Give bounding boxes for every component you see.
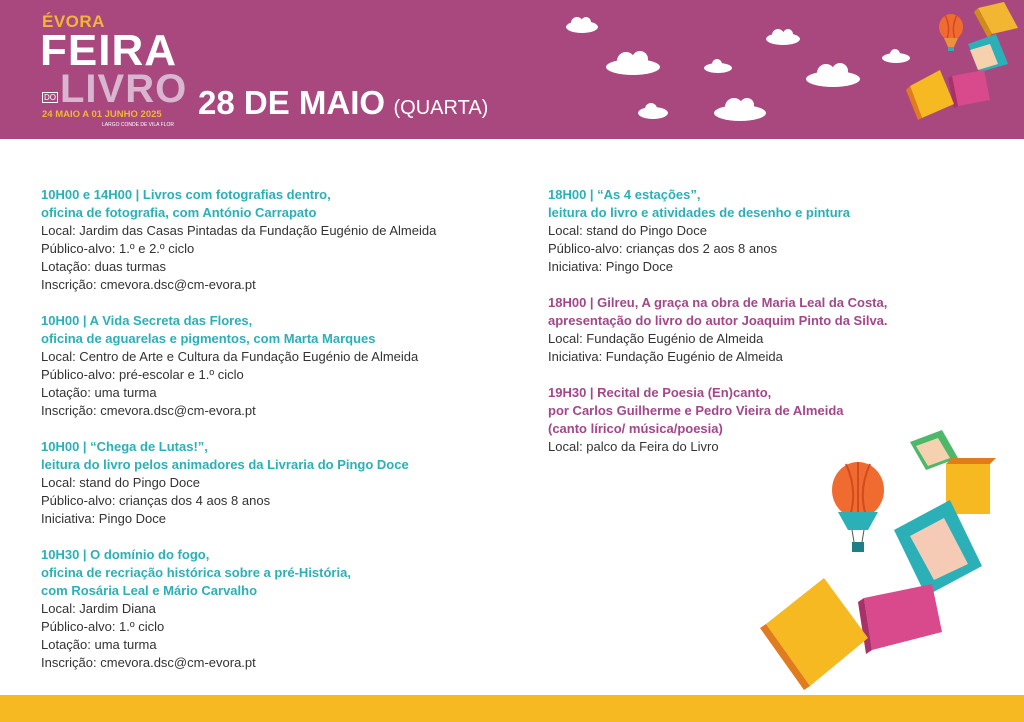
event-location: Local: stand do Pingo Doce — [548, 223, 707, 238]
logo-dates: 24 MAIO A 01 JUNHO 2025 — [42, 109, 162, 120]
event-item — [41, 186, 511, 294]
event-subtitle: (canto lírico/ música/poesia) — [548, 421, 723, 436]
event-subtitle: com Rosária Leal e Mário Carvalho — [41, 583, 258, 598]
book-icon — [858, 584, 942, 654]
event-title: 18H00 | “As 4 estações”, — [548, 187, 701, 202]
event-location: Local: Fundação Eugénio de Almeida — [548, 331, 764, 346]
book-icon — [946, 458, 996, 514]
book-icon — [906, 70, 954, 120]
event-subtitle: oficina de aguarelas e pigmentos, com Marta Marques — [41, 331, 376, 346]
event-title: 18H00 | Gilreu, A graça na obra de Maria Leal da Costa, — [548, 295, 888, 310]
event-capacity: Lotação: uma turma — [41, 637, 157, 652]
event-initiative: Iniciativa: Pingo Doce — [548, 259, 674, 274]
title-weekday: (QUARTA) — [393, 97, 489, 119]
event-location: Local: palco da Feira do Livro — [548, 439, 719, 454]
event-title: 10H00 e 14H00 | Livros com fotografias dentro, — [41, 187, 331, 202]
hot-air-balloon-icon — [832, 462, 884, 552]
event-subtitle: oficina de recriação histórica sobre a pré-História, — [41, 565, 351, 580]
event-audience: Público-alvo: crianças dos 2 aos 8 anos — [548, 241, 778, 256]
event-title: 10H30 | O domínio do fogo, — [41, 547, 210, 562]
book-icon — [760, 578, 868, 690]
cloud-icon — [702, 56, 734, 74]
cloud-icon — [604, 48, 662, 76]
logo-do: DO — [44, 93, 56, 102]
flying-books-illustration — [760, 428, 1000, 690]
event-item — [548, 294, 948, 366]
page-title — [198, 84, 488, 122]
event-item — [41, 312, 511, 420]
event-item — [41, 546, 511, 672]
book-icon — [948, 70, 990, 108]
event-initiative: Iniciativa: Fundação Eugénio de Almeida — [548, 349, 783, 364]
event-location: Local: Centro de Arte e Cultura da Fundação Eugénio de Almeida — [41, 349, 419, 364]
logo-livro: LIVRO — [60, 67, 188, 111]
event-initiative: Iniciativa: Pingo Doce — [41, 511, 167, 526]
event-location: Local: stand do Pingo Doce — [41, 475, 200, 490]
event-registration: Inscrição: cmevora.dsc@cm-evora.pt — [41, 655, 256, 670]
event-audience: Público-alvo: 1.º e 2.º ciclo — [41, 241, 195, 256]
event-subtitle: leitura do livro pelos animadores da Livraria do Pingo Doce — [41, 457, 409, 472]
event-title: 10H00 | “Chega de Lutas!”, — [41, 439, 208, 454]
footer-bar — [0, 695, 1024, 722]
cloud-icon — [712, 94, 768, 122]
header-banner — [0, 0, 1024, 139]
event-audience: Público-alvo: pré-escolar e 1.º ciclo — [41, 367, 244, 382]
logo-feira: FEIRA — [40, 26, 177, 75]
event-registration: Inscrição: cmevora.dsc@cm-evora.pt — [41, 403, 256, 418]
book-icon — [974, 2, 1018, 38]
book-icon — [968, 34, 1008, 72]
cloud-icon — [764, 26, 802, 46]
event-registration: Inscrição: cmevora.dsc@cm-evora.pt — [41, 277, 256, 292]
event-location: Local: Jardim das Casas Pintadas da Fundação Eugénio de Almeida — [41, 223, 437, 238]
event-subtitle: por Carlos Guilherme e Pedro Vieira de Almeida — [548, 403, 844, 418]
hot-air-balloon-icon — [939, 14, 963, 51]
event-item — [41, 438, 511, 528]
event-subtitle: oficina de fotografia, com António Carrapato — [41, 205, 317, 220]
logo-city: ÉVORA — [42, 12, 105, 31]
event-title: 10H00 | A Vida Secreta das Flores, — [41, 313, 253, 328]
title-date: 28 DE MAIO — [198, 84, 386, 121]
cloud-icon — [636, 100, 670, 120]
event-location: Local: Jardim Diana — [41, 601, 156, 616]
cloud-icon — [804, 60, 862, 88]
event-item — [548, 186, 948, 276]
event-title: 19H30 | Recital de Poesia (En)canto, — [548, 385, 772, 400]
events-column-left — [41, 186, 511, 690]
event-capacity: Lotação: uma turma — [41, 385, 157, 400]
book-icon — [894, 500, 982, 596]
logo-place: LARGO CONDE DE VILA FLOR — [102, 122, 174, 128]
cloud-icon — [564, 14, 600, 34]
event-subtitle: apresentação do livro do autor Joaquim Pinto da Silva. — [548, 313, 888, 328]
event-audience: Público-alvo: crianças dos 4 aos 8 anos — [41, 493, 271, 508]
event-subtitle: leitura do livro e atividades de desenho e pintura — [548, 205, 850, 220]
event-audience: Público-alvo: 1.º ciclo — [41, 619, 165, 634]
event-capacity: Lotação: duas turmas — [41, 259, 167, 274]
flying-books-illustration — [900, 0, 1024, 139]
